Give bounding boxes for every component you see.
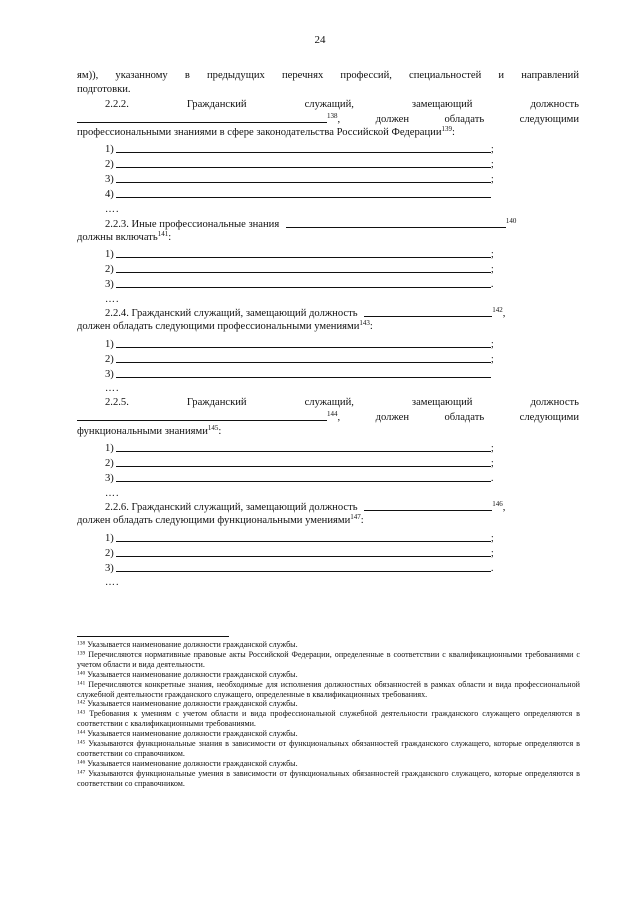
answer-blank[interactable]: [116, 172, 491, 183]
footnote: $^{143}$ Требования к умениям с учетом области и вида профессиональной служебной деятельности гражданского служащего определяются в соответствии с квалификационными требованиями.: [77, 709, 580, 729]
list-item: 1) ;: [105, 144, 494, 155]
footnote-ref-140: 140: [505, 217, 517, 225]
footnote: $^{142}$ Указывается наименование должности гражданской службы.: [77, 699, 298, 709]
section-2-2-3-line-2: должны включать$^{141}$:: [77, 230, 172, 243]
section-2-2-6-heading: 2.2.6. Гражданский служащий, замещающий должность $^{146}$,: [105, 500, 506, 513]
position-blank[interactable]: [77, 410, 327, 421]
ellipsis: ….: [105, 383, 120, 394]
list-item: 2) ;: [105, 159, 494, 170]
answer-blank[interactable]: [116, 142, 491, 153]
answer-blank[interactable]: [116, 187, 491, 198]
section-2-2-5-line-3: функциональными знаниями$^{145}$:: [77, 424, 222, 437]
footnote-ref-145: 145: [207, 424, 219, 432]
section-2-2-2-line-3: профессиональными знаниями в сфере законодательства Российской Федерации$^{139}$:: [77, 125, 455, 138]
answer-blank[interactable]: [116, 561, 491, 572]
answer-blank[interactable]: [116, 441, 491, 452]
list-item: 1) ;: [105, 339, 494, 350]
intro-line-1: ям)), указанному в предыдущих перечнях профессий, специальностей и направлений: [77, 70, 579, 81]
list-item: 2) ;: [105, 458, 494, 469]
answer-blank[interactable]: [116, 277, 491, 288]
answer-blank[interactable]: [116, 352, 491, 363]
footnote: $^{146}$ Указывается наименование должности гражданской службы.: [77, 758, 298, 768]
ellipsis: ….: [105, 488, 120, 499]
ellipsis: ….: [105, 294, 120, 305]
footnote: $^{140}$ Указывается наименование должности гражданской службы.: [77, 669, 298, 679]
answer-blank[interactable]: [116, 337, 491, 348]
position-blank[interactable]: [77, 112, 327, 123]
list-item: 1) ;: [105, 443, 494, 454]
footnote: $^{139}$ Перечисляются нормативные правовые акты Российской Федерации, определенные в соответствии с квалификационными требованиями с учетом области и вида деятельности.: [77, 649, 580, 669]
list-item: 2) ;: [105, 264, 494, 275]
list-item: 3) .: [105, 473, 494, 484]
section-2-2-2-line-2: $^{138}$, должен обладать следующими: [77, 112, 579, 127]
footnote-ref-143: 143: [359, 319, 370, 327]
position-blank[interactable]: [364, 306, 492, 317]
position-blank[interactable]: [286, 217, 506, 228]
answer-blank[interactable]: [116, 247, 491, 258]
list-item: 2) ;: [105, 354, 494, 365]
answer-blank[interactable]: [116, 531, 491, 542]
answer-blank[interactable]: [116, 456, 491, 467]
footnote-ref-147: 147: [350, 513, 361, 521]
answer-blank[interactable]: [116, 546, 491, 557]
footnote: $^{138}$ Указывается наименование должности гражданской службы.: [77, 640, 298, 649]
list-item: 3) .: [105, 279, 494, 290]
list-item: 4): [105, 187, 491, 202]
footnote: $^{147}$ Указываются функциональные умения в зависимости от функциональных обязанностей гражданского служащего, которые определяются в соответствии со справочником.: [77, 768, 580, 788]
section-2-2-4-line-2: должен обладать следующими профессиональными умениями$^{143}$:: [77, 319, 373, 332]
answer-blank[interactable]: [116, 367, 491, 378]
list-item: 1) ;: [105, 533, 494, 544]
footnote-ref-144: 144: [327, 410, 338, 418]
footnote-ref-139: 139: [441, 125, 452, 133]
footnote-ref-138: 138: [327, 112, 338, 120]
footnote: $^{145}$ Указываются функциональные знания в зависимости от функциональных обязанностей гражданского служащего, которые определяются в соответствии со справочником.: [77, 739, 580, 758]
position-blank[interactable]: [364, 500, 492, 511]
footnote: $^{144}$ Указывается наименование должности гражданской службы.: [77, 729, 298, 739]
footnote-separator: [77, 636, 229, 637]
list-item: 1) ;: [105, 249, 494, 260]
list-item: 3) .: [105, 563, 494, 574]
intro-line-2: подготовки.: [77, 84, 131, 95]
section-2-2-2-heading: 2.2.2. Гражданский служащий, замещающий должность: [105, 99, 579, 110]
ellipsis: ….: [105, 577, 120, 588]
footnote: $^{141}$ Перечисляются конкретные знания, необходимые для исполнения должностных обязанностей в рамках области и вида профессиональной служебной деятельности гражданского служащего, определенные в квалификационных требованиях.: [77, 679, 580, 699]
list-item: 2) ;: [105, 548, 494, 559]
footnote-ref-146: 146: [492, 500, 503, 508]
footnote-ref-142: 142: [492, 306, 503, 314]
list-item: 3): [105, 367, 491, 382]
answer-blank[interactable]: [116, 262, 491, 273]
answer-blank[interactable]: [116, 157, 491, 168]
section-2-2-5-line-2: $^{144}$, должен обладать следующими: [77, 410, 579, 425]
answer-blank[interactable]: [116, 471, 491, 482]
section-2-2-5-heading: 2.2.5. Гражданский служащий, замещающий должность: [105, 397, 579, 408]
section-2-2-4-heading: 2.2.4. Гражданский служащий, замещающий должность $^{142}$,: [105, 306, 506, 319]
footnote-ref-141: 141: [157, 230, 169, 238]
page-number: 24: [314, 34, 326, 46]
section-2-2-3-heading: 2.2.3. Иные профессиональные знания $^{140}$: [105, 217, 517, 230]
footnotes: [77, 640, 580, 789]
list-item: 3) ;: [105, 174, 494, 185]
section-2-2-6-line-2: должен обладать следующими функциональными умениями$^{147}$:: [77, 513, 364, 526]
ellipsis: ….: [105, 204, 120, 215]
